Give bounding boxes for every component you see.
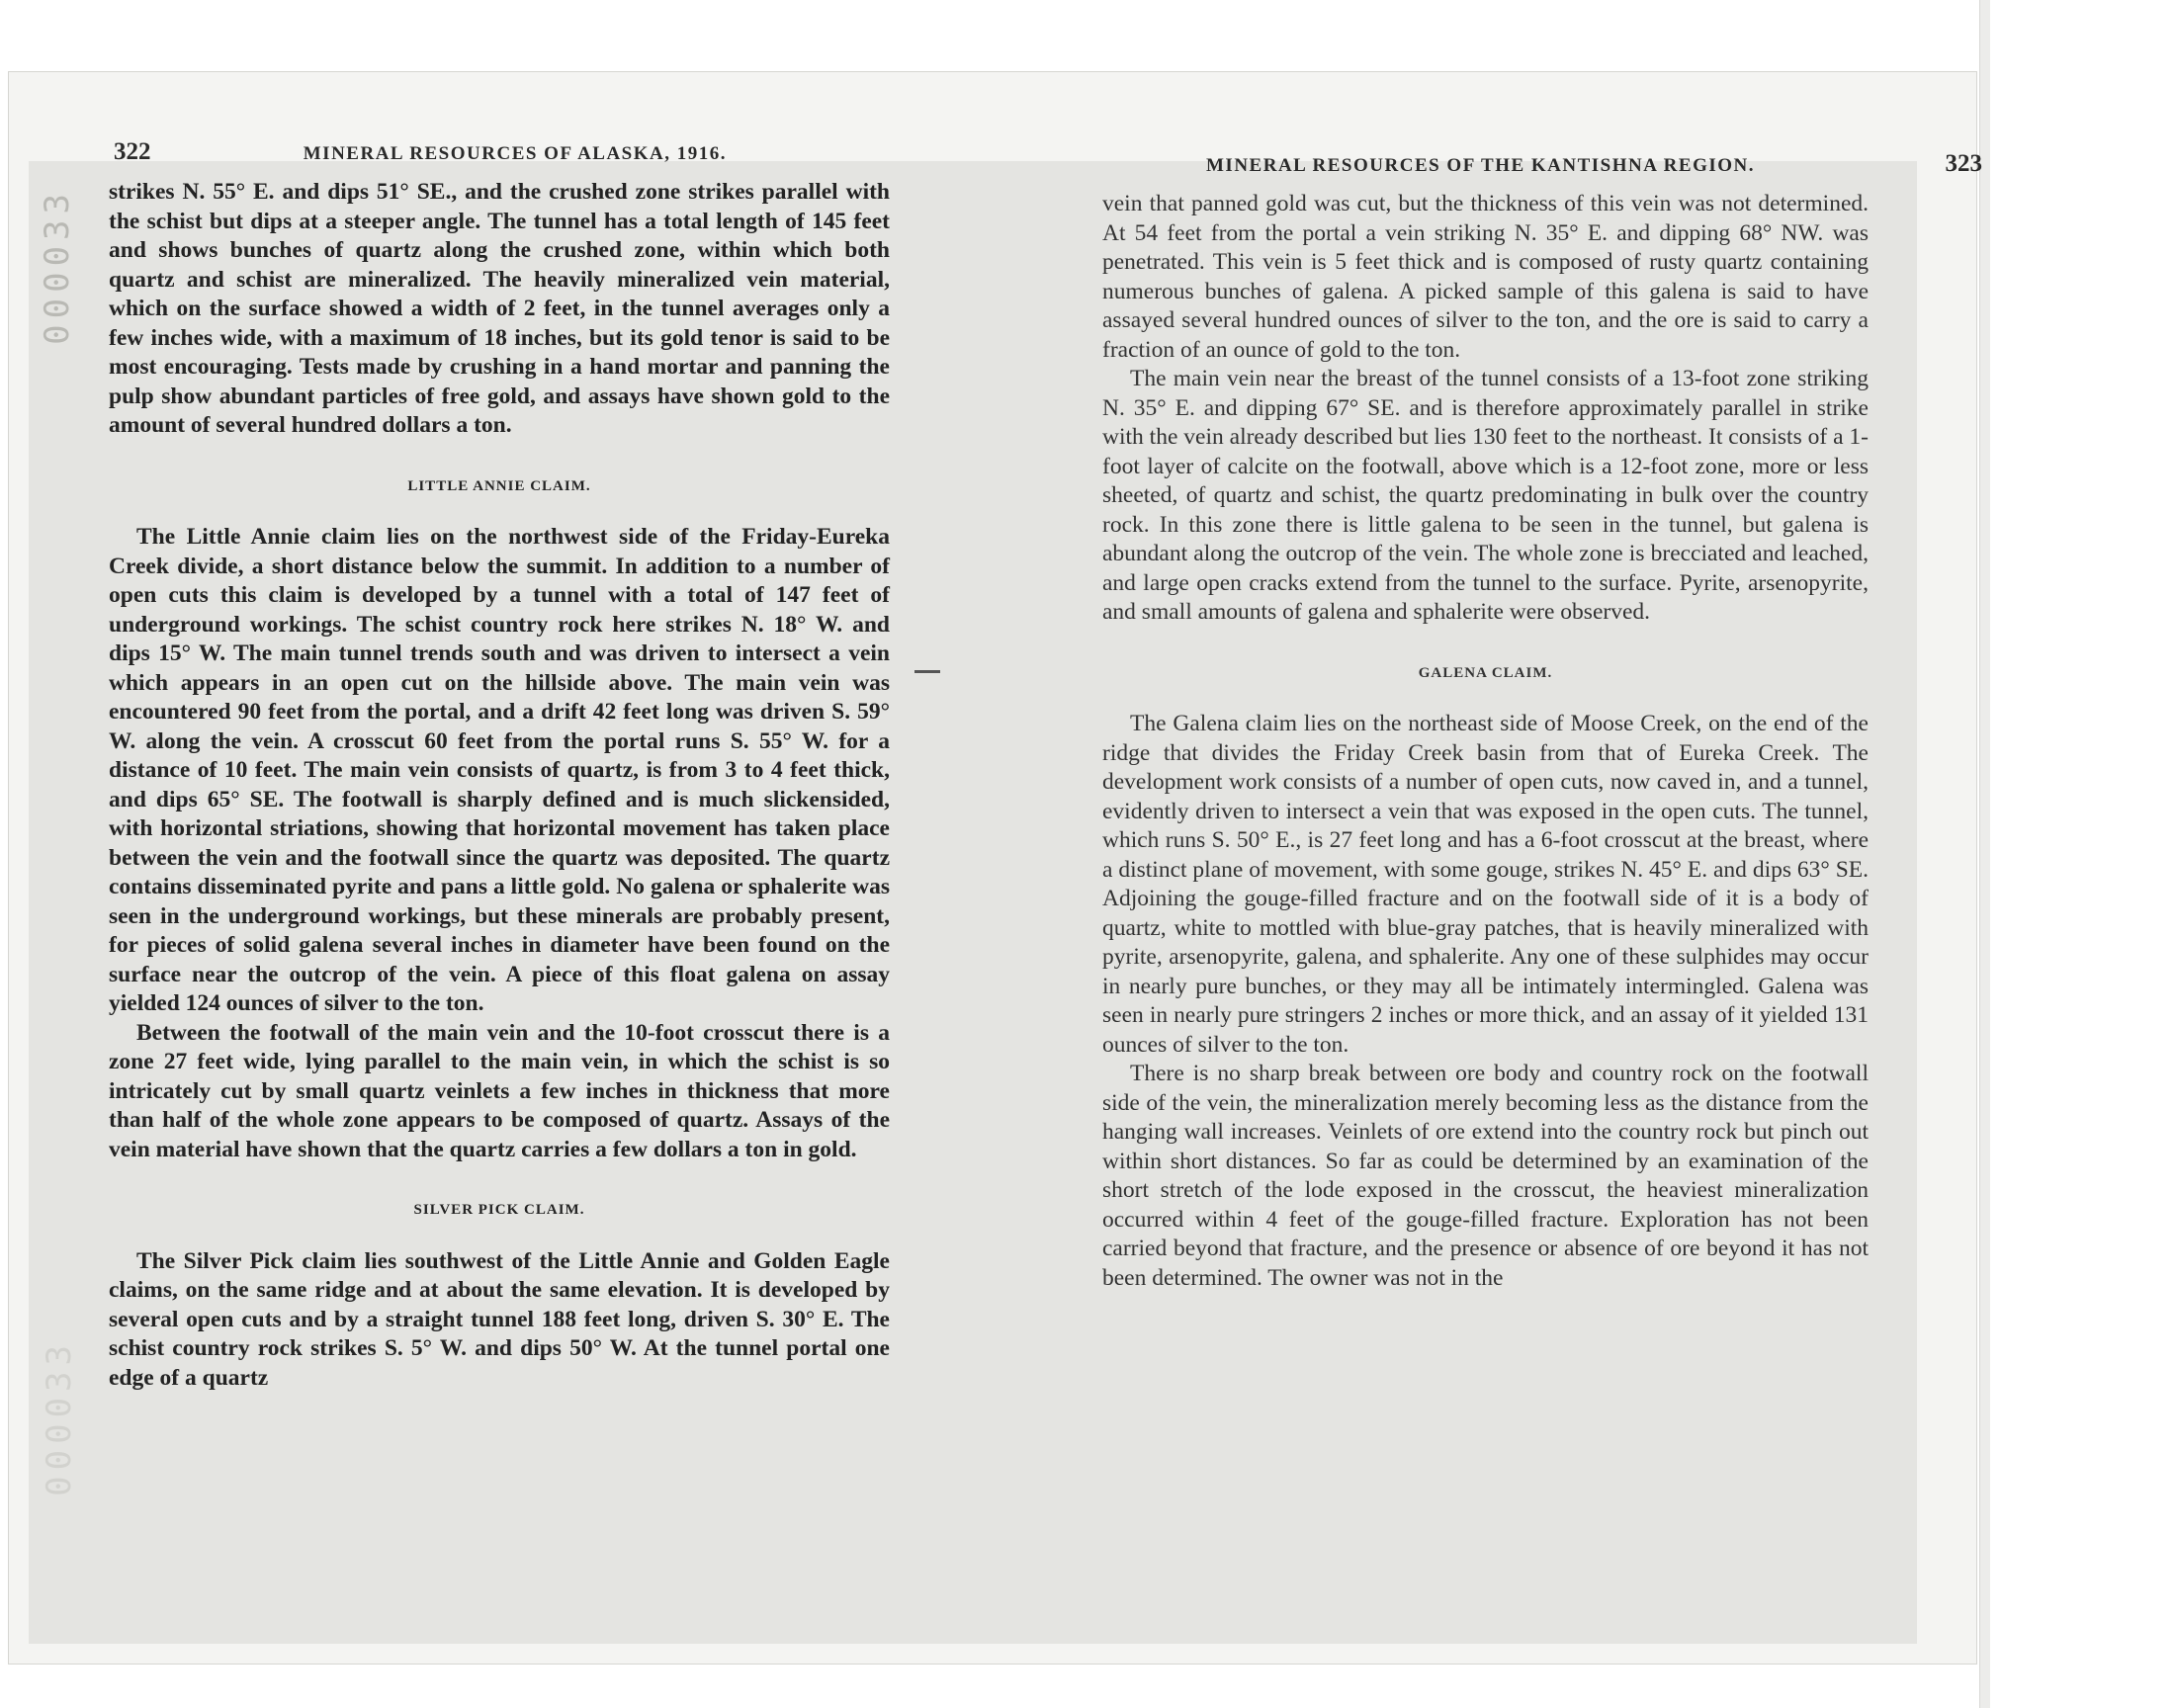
left-paragraph-4: The Silver Pick claim lies southwest of the Little Annie and Golden Eagle claims, on the same ridge and at about the same elevation. It is developed by several open cuts and by a straight tunnel 188 feet long, driven S. 30° E. The schist country rock strikes S. 5° W. and dips 50° W. At the tunnel portal one edge of a quartz (109, 1247, 890, 1391)
right-running-title: MINERAL RESOURCES OF THE KANTISHNA REGION. (1206, 155, 1755, 176)
left-paragraph-3: Between the footwall of the main vein and the 10-foot crosscut there is a zone 27 feet wide, lying parallel to the main vein, in which the schist is so intricately cut by small quartz veinlets a few inches in thickness that more than half of the whole zone appears to be composed of quartz. Assays of the vein material have shown that the quartz carries a few dollars a ton in gold. (109, 1019, 890, 1162)
right-paragraph-4: There is no sharp break between ore body and country rock on the footwall side of the vein, the mineralization merely becoming less as the distance from the hanging wall increases. Veinlets of ore extend into the country rock but pinch out within short distances. So far as could be determined by an examination of the short stretch of the lode exposed in the crosscut, the heaviest mineralization occurred within 4 feet of the gouge-filled fracture. Exploration has not been carried beyond that fracture, and the presence or absence of ore beyond it has not been determined. The owner was not in the (1102, 1061, 1869, 1291)
section-heading-silver-pick: SILVER PICK CLAIM. (413, 1202, 585, 1218)
left-page (109, 138, 890, 1393)
section-heading-galena: GALENA CLAIM. (1418, 664, 1553, 681)
left-running-head (114, 138, 727, 166)
right-body (1102, 190, 1869, 1293)
sheet-edge (1979, 0, 1990, 1708)
left-paragraph-2: The Little Annie claim lies on the northwest side of the Friday-Eureka Creek divide, a short distance below the summit. In addition to a number of open cuts this claim is developed by a tunnel with a total of 147 feet of underground workings. The schist country rock here strikes N. 18° W. and dips 15° W. The main tunnel trends south and was driven to intersect a vein which appears in an open cut on the hillside above. The main vein was encountered 90 feet from the portal, and a drift 42 feet long was driven S. 59° W. along the vein. A crosscut 60 feet from the portal runs S. 55° W. for a distance of 10 feet. The main vein consists of quartz, is from 3 to 4 feet thick, and dips 65° SE. The footwall is sharply defined and is much slickensided, with horizontal striations, showing that horizontal movement has taken place between the vein and the footwall since the quartz was deposited. The quartz contains disseminated pyrite and pans a little gold. No galena or sphalerite was seen in the underground workings, but these minerals are probably present, for pieces of solid galena several inches in diameter have been found on the surface near the outcrop of the vein. A piece of this float galena on assay yielded 124 ounces of silver to the ton. (109, 524, 890, 1016)
right-page (1102, 150, 1982, 1293)
gutter-mark (914, 670, 940, 673)
right-paragraph-1: vein that panned gold was cut, but the thickness of this vein was not determined. At 54 feet from the portal a vein striking N. 35° E. and dipping 68° NW. was penetrated. This vein is 5 feet thick and is composed of rusty quartz containing numerous bunches of galena. A picked sample of this galena is said to have assayed several hundred ounces of silver to the ton, and the ore is said to carry a fraction of an ounce of gold to the ton. (1102, 191, 1869, 363)
left-body (109, 178, 890, 1393)
right-page-number: 323 (1945, 150, 1982, 177)
right-paragraph-2: The main vein near the breast of the tunnel consists of a 13-foot zone striking N. 35° E. and dipping 67° SE. and is therefore approximately parallel in strike with the vein already described but lies 130 feet to the northeast. It consists of a 1-foot layer of calcite on the footwall, above which is a 12-foot zone, more or less sheeted, of quartz and schist, the quartz predominating in bulk over the country rock. In this zone there is little galena to be seen in the tunnel, but galena is abundant along the outcrop of the vein. The whole zone is brecciated and leached, and large open cracks extend from the tunnel to the surface. Pyrite, arsenopyrite, and small amounts of galena and sphalerite were observed. (1102, 366, 1869, 625)
margin-stamp-bottom: 000033 (40, 1339, 79, 1496)
left-page-number: 322 (114, 138, 151, 165)
margin-stamp-top: 000033 (38, 188, 77, 345)
section-heading-little-annie: LITTLE ANNIE CLAIM. (407, 477, 591, 494)
right-paragraph-3: The Galena claim lies on the northeast side of Moose Creek, on the end of the ridge that divides the Friday Creek basin from that of Eureka Creek. The development work consists of a number of open cuts, now caved in, and a tunnel, evidently driven to intersect a vein that was exposed in the open cuts. The tunnel, which runs S. 50° E., is 27 feet long and has a 6-foot crosscut at the breast, where a distinct plane of movement, with some gouge, strikes N. 45° E. and dips 63° SE. Adjoining the gouge-filled fracture and on the footwall side of it is a body of quartz, white to mottled with blue-gray patches, that is heavily mineralized with pyrite, arsenopyrite, galena, and sphalerite. Any one of these sulphides may occur in nearly pure bunches, or they may all be intimately intermingled. Galena was seen in nearly pure stringers 2 inches or more thick, and an assay of it yielded 131 ounces of silver to the ton. (1102, 711, 1869, 1058)
left-running-title: MINERAL RESOURCES OF ALASKA, 1916. (303, 143, 727, 164)
left-paragraph-1: strikes N. 55° E. and dips 51° SE., and the crushed zone strikes parallel with the schist but dips at a steeper angle. The tunnel has a total length of 145 feet and shows bunches of quartz along the crushed zone, within which both quartz and schist are mineralized. The heavily mineralized vein material, which on the surface showed a width of 2 feet, in the tunnel averages only a few inches wide, with a maximum of 18 inches, but its gold tenor is said to be most encouraging. Tests made by crushing in a hand mortar and panning the pulp show abundant particles of free gold, and assays have shown gold to the amount of several hundred dollars a ton. (109, 179, 890, 438)
right-running-head (1206, 150, 1982, 178)
